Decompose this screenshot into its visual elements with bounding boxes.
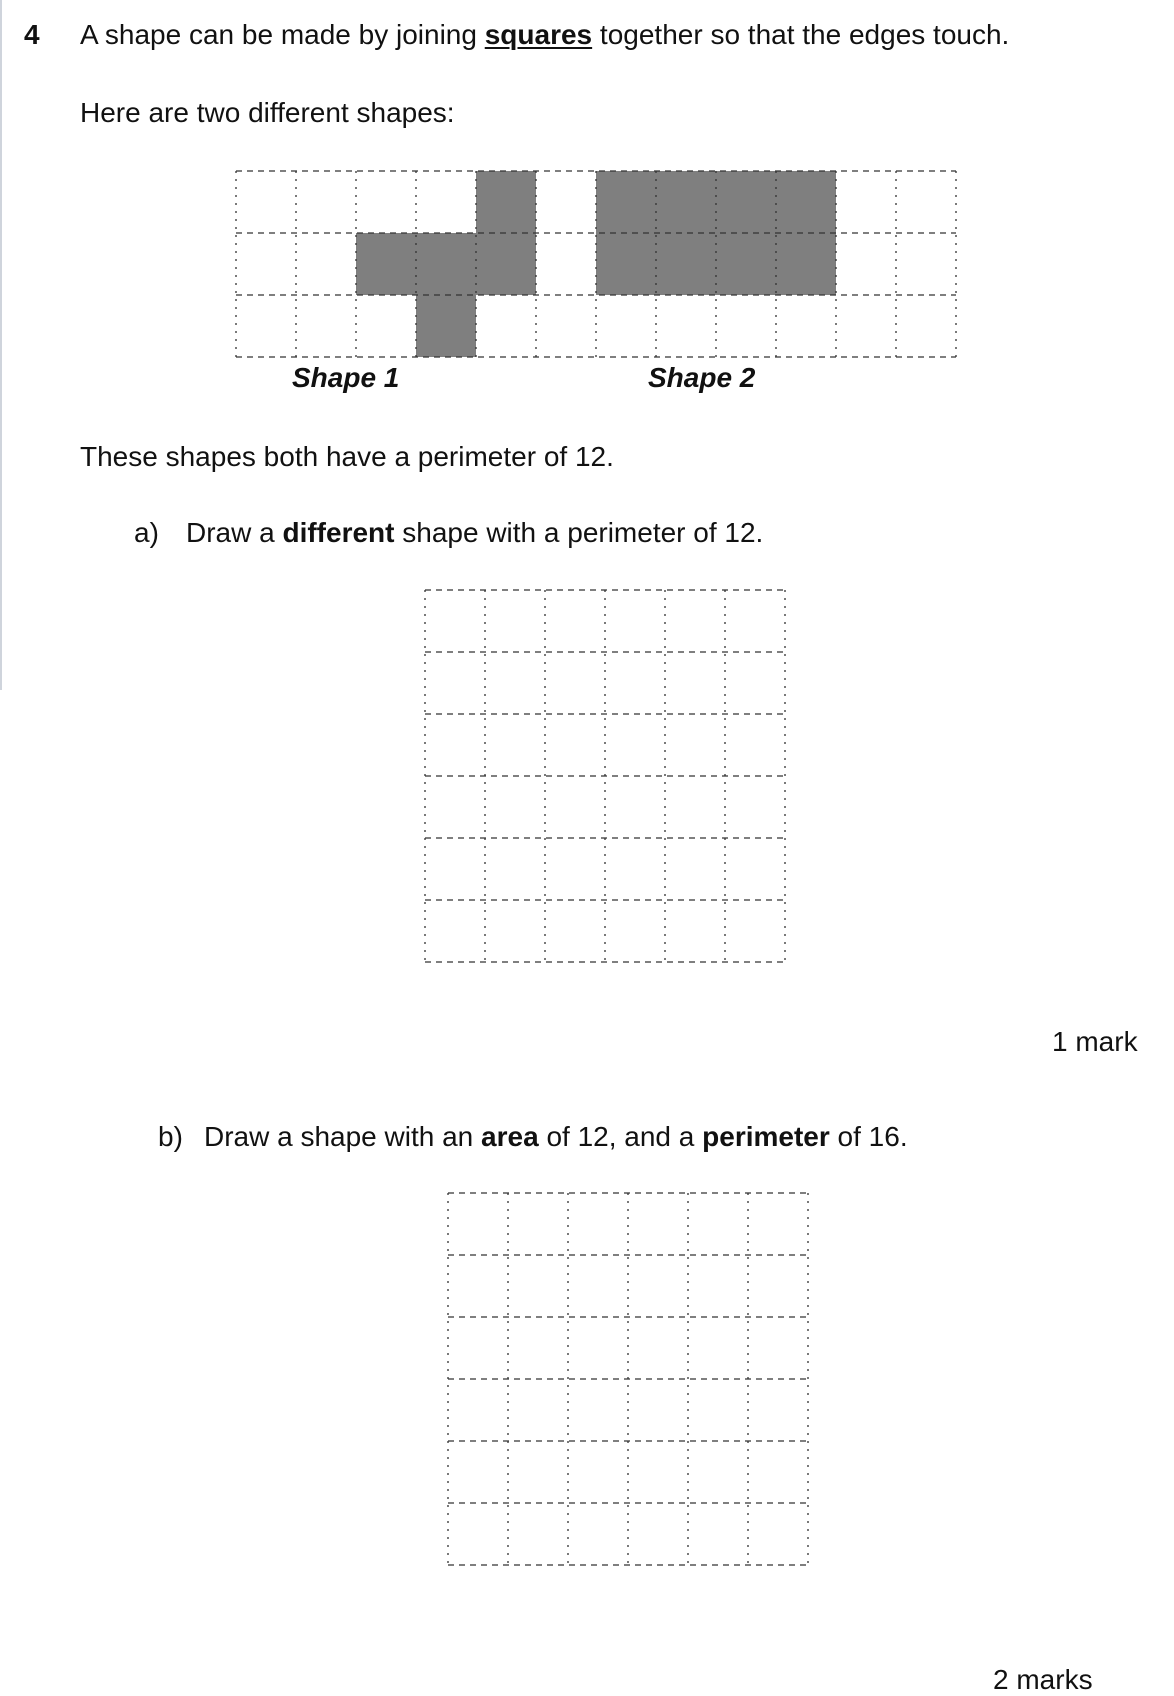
part-b-text-mid: of 12, and a	[538, 1121, 703, 1152]
part-a-letter: a)	[134, 517, 159, 548]
part-b-text-start: Draw a shape with an	[204, 1121, 482, 1152]
intro-text-start: A shape can be made by joining	[80, 19, 485, 50]
part-b-text-end: of 16.	[829, 1121, 908, 1152]
part-a-answer-grid[interactable]	[425, 590, 790, 965]
here-are-text: Here are two different shapes:	[80, 97, 455, 128]
shaded-square	[776, 233, 836, 295]
shaded-square	[656, 233, 716, 295]
shape-1-label: Shape 1	[292, 362, 400, 393]
margin-rule	[0, 0, 2, 690]
part-b-bold-perimeter: perimeter	[702, 1121, 830, 1152]
intro-text-end: together so that the edges touch.	[592, 19, 1010, 50]
shaded-square	[416, 233, 476, 295]
part-a-text-start: Draw a	[186, 517, 283, 548]
part-a-text-end: shape with a perimeter of 12.	[394, 517, 764, 548]
part-b-bold-area: area	[481, 1121, 539, 1152]
question-number: 4	[24, 19, 40, 50]
part-a-marks: 1 mark	[1052, 1026, 1138, 1057]
shaded-square	[596, 171, 656, 233]
shaded-square	[716, 171, 776, 233]
question-intro	[80, 18, 1009, 52]
part-b-answer-grid[interactable]	[448, 1193, 813, 1568]
shape-2-label: Shape 2	[648, 362, 756, 393]
shaded-square	[596, 233, 656, 295]
shaded-square	[776, 171, 836, 233]
perimeter-statement: These shapes both have a perimeter of 12.	[80, 441, 614, 472]
example-shapes-grid	[236, 171, 956, 357]
part-b-letter: b)	[158, 1121, 183, 1152]
part-a-instruction	[186, 516, 763, 550]
shaded-square	[476, 233, 536, 295]
part-b-instruction	[204, 1120, 908, 1154]
part-a-bold-different: different	[282, 517, 395, 548]
intro-emphasis-squares: squares	[484, 19, 593, 50]
shaded-square	[356, 233, 416, 295]
shaded-square	[416, 295, 476, 357]
shaded-square	[716, 233, 776, 295]
shaded-square	[656, 171, 716, 233]
shaded-square	[476, 171, 536, 233]
part-b-marks: 2 marks	[993, 1664, 1093, 1695]
